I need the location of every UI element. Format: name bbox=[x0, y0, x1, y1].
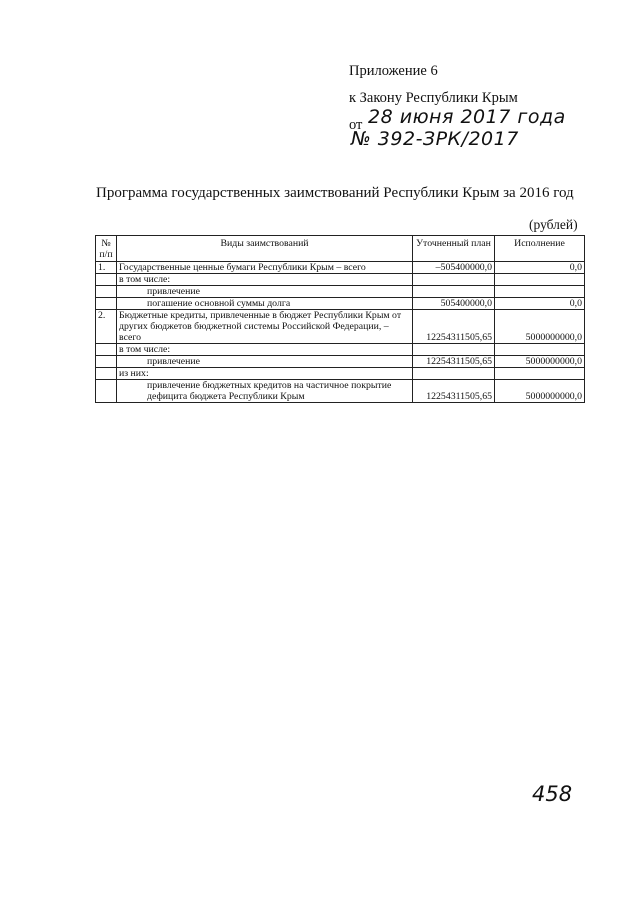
table-row bbox=[96, 380, 585, 403]
handwritten-date: 28 июня 2017 года bbox=[368, 106, 566, 128]
header-plan: Уточненный план bbox=[413, 236, 495, 262]
table-row bbox=[96, 274, 585, 286]
row-number bbox=[96, 380, 117, 403]
row-number bbox=[96, 356, 117, 368]
table-row bbox=[96, 310, 585, 344]
law-reference: к Закону Республики Крым bbox=[349, 90, 518, 106]
row-execution: 5000000000,0 bbox=[495, 310, 585, 344]
row-plan: 12254311505,65 bbox=[413, 380, 495, 403]
row-name: из них: bbox=[117, 368, 413, 380]
table-row bbox=[96, 368, 585, 380]
page-number: 458 bbox=[532, 782, 573, 806]
row-plan bbox=[413, 344, 495, 356]
row-plan bbox=[413, 274, 495, 286]
row-number bbox=[96, 344, 117, 356]
header-number: № п/п bbox=[96, 236, 117, 262]
row-plan: –505400000,0 bbox=[413, 262, 495, 274]
row-plan bbox=[413, 368, 495, 380]
row-name: привлечение bbox=[117, 356, 413, 368]
row-execution: 5000000000,0 bbox=[495, 380, 585, 403]
row-execution: 0,0 bbox=[495, 298, 585, 310]
table-row bbox=[96, 356, 585, 368]
row-execution bbox=[495, 274, 585, 286]
table-row bbox=[96, 262, 585, 274]
borrowing-table bbox=[95, 235, 585, 403]
row-name: привлечение bbox=[117, 286, 413, 298]
row-execution bbox=[495, 368, 585, 380]
row-execution: 5000000000,0 bbox=[495, 356, 585, 368]
row-name: Бюджетные кредиты, привлеченные в бюджет Республики Крым от других бюджетов бюджетной системы Российской Федерации, – всего bbox=[117, 310, 413, 344]
row-execution: 0,0 bbox=[495, 262, 585, 274]
row-number bbox=[96, 298, 117, 310]
row-name: в том числе: bbox=[117, 344, 413, 356]
document-title: Программа государственных заимствований Республики Крым за 2016 год bbox=[96, 185, 574, 201]
row-name: привлечение бюджетных кредитов на частичное покрытие дефицита бюджета Республики Крым bbox=[117, 380, 413, 403]
row-name: в том числе: bbox=[117, 274, 413, 286]
row-plan bbox=[413, 286, 495, 298]
row-plan: 12254311505,65 bbox=[413, 356, 495, 368]
row-number bbox=[96, 274, 117, 286]
handwritten-law-number: № 392-ЗРК/2017 bbox=[351, 128, 519, 150]
table-row bbox=[96, 344, 585, 356]
header-type: Виды заимствований bbox=[117, 236, 413, 262]
row-number bbox=[96, 286, 117, 298]
units-label: (рублей) bbox=[529, 217, 578, 232]
row-number: 2. bbox=[96, 310, 117, 344]
table-row bbox=[96, 286, 585, 298]
row-name: погашение основной суммы долга bbox=[117, 298, 413, 310]
header-execution: Исполнение bbox=[495, 236, 585, 262]
date-prefix: от bbox=[349, 117, 363, 133]
table-row bbox=[96, 298, 585, 310]
row-execution bbox=[495, 344, 585, 356]
row-name: Государственные ценные бумаги Республики Крым – всего bbox=[117, 262, 413, 274]
appendix-label: Приложение 6 bbox=[349, 63, 438, 79]
row-plan: 505400000,0 bbox=[413, 298, 495, 310]
row-execution bbox=[495, 286, 585, 298]
row-number bbox=[96, 368, 117, 380]
table-header-row bbox=[96, 236, 585, 262]
row-number: 1. bbox=[96, 262, 117, 274]
row-plan: 12254311505,65 bbox=[413, 310, 495, 344]
